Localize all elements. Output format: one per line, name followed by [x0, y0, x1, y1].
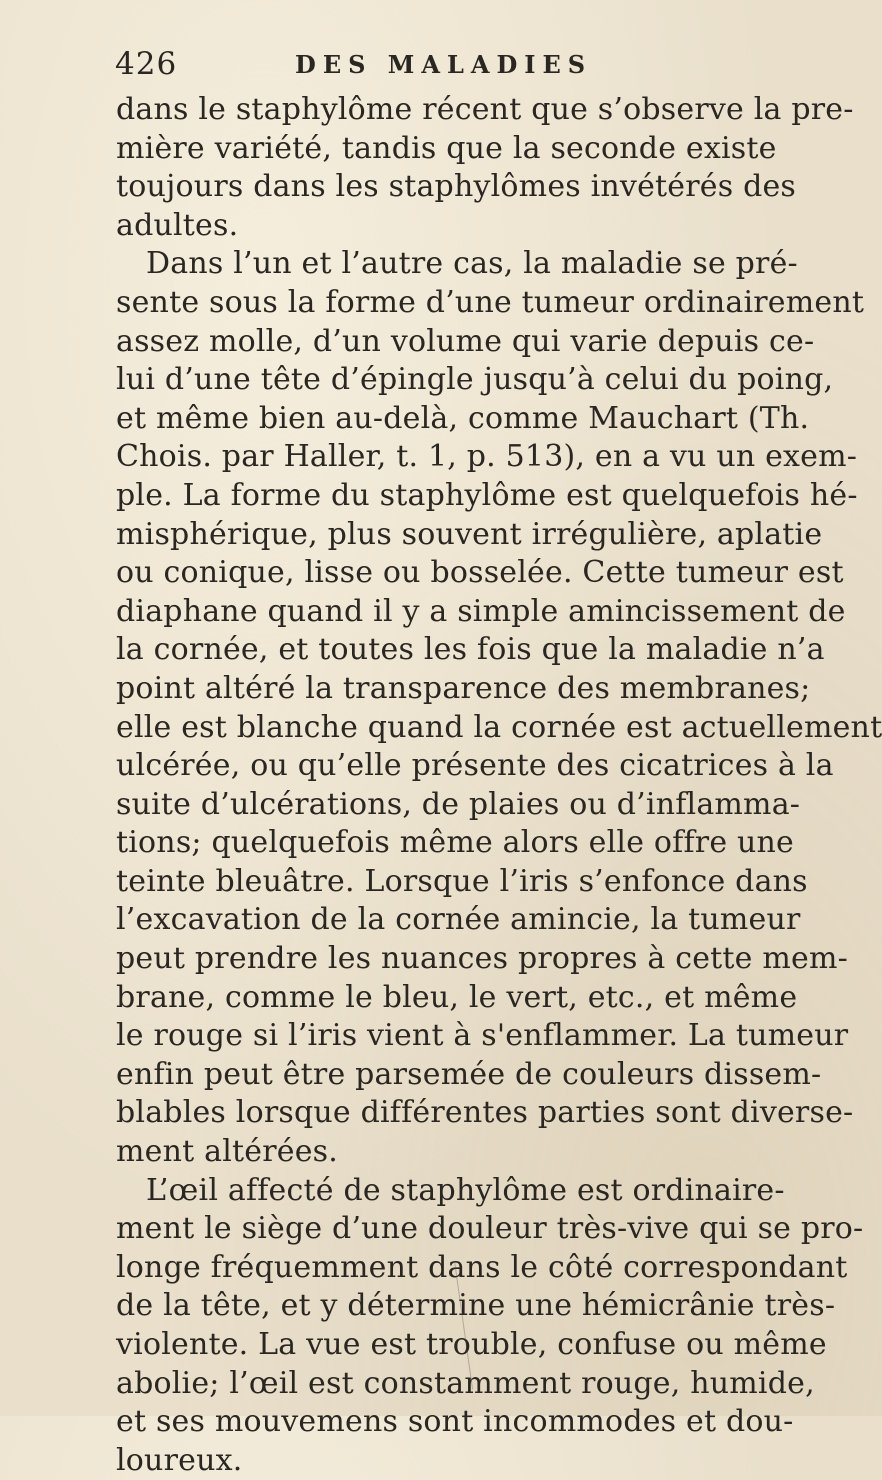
text-line: mière variété, tandis que la seconde existe — [116, 130, 777, 166]
text-line: le rouge si l’iris vient à s'enflammer. La tumeur — [116, 1018, 849, 1054]
text-line: misphérique, plus souvent irrégulière, aplatie — [116, 516, 823, 552]
text-line: teinte bleuâtre. Lorsque l’iris s’enfonce dans — [116, 863, 808, 899]
text-line: lui d’une tête d’épingle jusqu’à celui du poing, — [116, 362, 834, 398]
text-line: dans le staphylôme récent que s’observe la pre- — [116, 92, 854, 127]
text-line: et ses mouvemens sont incommodes et dou- — [116, 1404, 794, 1440]
text-line: abolie; l’œil est constamment rouge, humide, — [116, 1365, 815, 1401]
text-line: ulcérée, ou qu’elle présente des cicatrices à la — [116, 748, 834, 784]
text-line: ment altérées. — [116, 1134, 338, 1170]
text-line: toujours dans les staphylômes invétérés des — [116, 169, 797, 205]
paragraph-start-line: L’œil affecté de staphylôme est ordinaire- — [146, 1172, 785, 1208]
page-header — [115, 46, 755, 86]
text-line: ple. La forme du staphylôme est quelquefois hé- — [116, 477, 858, 513]
text-line: l’excavation de la cornée amincie, la tumeur — [116, 902, 801, 938]
text-line: de la tête, et y détermine une hémicrânie très- — [116, 1288, 836, 1324]
text-line: tions; quelquefois même alors elle offre une — [116, 825, 794, 861]
text-line: assez molle, d’un volume qui varie depuis ce- — [116, 323, 815, 359]
text-line: elle est blanche quand la cornée est actuellement — [116, 709, 882, 745]
paragraph-start-line: Dans l’un et l’autre cas, la maladie se pré- — [146, 246, 798, 282]
text-line: suite d’ulcérations, de plaies ou d’inflamma- — [116, 786, 801, 822]
text-line: point altéré la transparence des membranes; — [116, 670, 811, 706]
text-line: diaphane quand il y a simple amincissement de — [116, 593, 846, 629]
text-line: Chois. par Haller, t. 1, p. 513), en a vu un exem- — [116, 439, 858, 475]
text-line: violente. La vue est trouble, confuse ou même — [116, 1327, 827, 1362]
text-line: blables lorsque différentes parties sont diverse- — [116, 1095, 854, 1131]
text-line: loureux. — [116, 1442, 243, 1478]
page-number: 426 — [115, 46, 178, 82]
text-line: brane, comme le bleu, le vert, etc., et même — [116, 979, 798, 1015]
text-line: sente sous la forme d’une tumeur ordinairement — [116, 284, 865, 320]
text-line: ment le siège d’une douleur très-vive qui se pro- — [116, 1211, 864, 1247]
text-line: et même bien au-delà, comme Mauchart (Th. — [116, 400, 810, 436]
text-line: ou conique, lisse ou bosselée. Cette tumeur est — [116, 555, 844, 591]
text-line: adultes. — [116, 207, 239, 243]
running-head: DES MALADIES — [295, 50, 593, 79]
text-line: peut prendre les nuances propres à cette mem- — [116, 941, 848, 977]
text-line: la cornée, et toutes les fois que la maladie n’a — [116, 632, 825, 668]
text-line: enfin peut être parsemée de couleurs dissem- — [116, 1056, 822, 1092]
body-text — [116, 91, 882, 1480]
text-line: longe fréquemment dans le côté correspondant — [116, 1249, 848, 1285]
